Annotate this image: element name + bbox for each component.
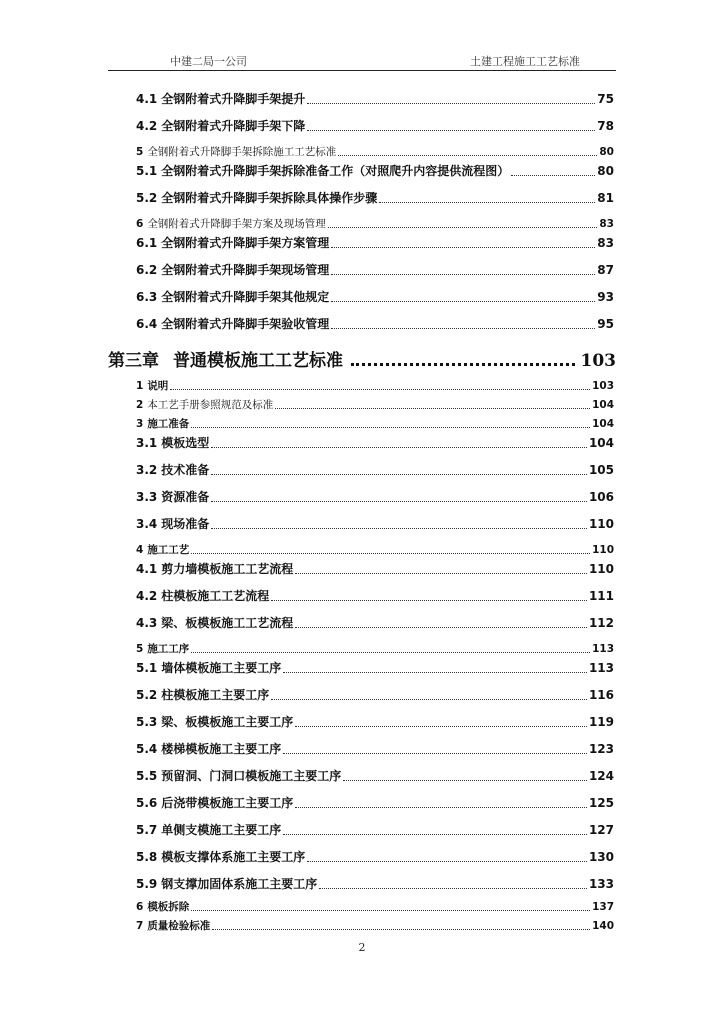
toc-entry-title: 模板支撑体系施工主要工序 xyxy=(161,850,306,864)
dot-leader xyxy=(343,780,587,781)
toc-entry[interactable] xyxy=(136,162,614,179)
toc-entry-title: 全钢附着式升降脚手架拆除具体操作步骤 xyxy=(161,191,378,205)
toc-entry-title: 资源准备 xyxy=(161,490,210,504)
toc-entry-number: 6.1 xyxy=(136,236,158,250)
toc-entry[interactable] xyxy=(136,397,614,412)
toc-entry-title: 现场准备 xyxy=(161,517,210,531)
toc-entry[interactable] xyxy=(136,875,614,892)
toc-entry-page: 87 xyxy=(597,263,614,277)
dot-leader xyxy=(191,910,590,911)
toc-entry[interactable] xyxy=(136,848,614,865)
toc-entry-page: 83 xyxy=(597,236,614,250)
toc-entry-number: 3.1 xyxy=(136,436,158,450)
toc-entry-title: 楼梯模板施工主要工序 xyxy=(161,742,282,756)
toc-entry-page: 140 xyxy=(592,920,614,932)
toc-entry[interactable] xyxy=(136,641,614,656)
dot-leader xyxy=(275,408,590,409)
toc-entry-page: 130 xyxy=(588,850,614,864)
dot-leader xyxy=(191,652,590,653)
toc-entry-title: 全钢附着式升降脚手架下降 xyxy=(161,119,306,133)
dot-leader xyxy=(379,202,595,203)
toc-entry-number: 5.1 xyxy=(136,164,158,178)
toc-entry[interactable] xyxy=(136,315,614,332)
dot-leader xyxy=(511,175,595,176)
toc-chapter-entry[interactable] xyxy=(108,346,616,371)
toc-entry-title: 钢支撑加固体系施工主要工序 xyxy=(161,877,318,891)
toc-entry[interactable] xyxy=(136,234,614,251)
toc-entry-number: 3.2 xyxy=(136,463,158,477)
toc-entry-page: 75 xyxy=(597,92,614,106)
toc-entry-number: 3 xyxy=(136,418,144,430)
toc-entry-number: 5.9 xyxy=(136,877,158,891)
toc-entry-title: 全钢附着式升降脚手架现场管理 xyxy=(161,263,330,277)
toc-entry-title: 预留洞、门洞口模板施工主要工序 xyxy=(161,769,342,783)
toc-entry-title: 施工工艺 xyxy=(147,544,190,556)
toc-entry[interactable] xyxy=(136,713,614,730)
toc-entry-title: 说明 xyxy=(147,380,169,392)
toc-entry[interactable] xyxy=(136,216,614,231)
dot-leader xyxy=(295,807,587,808)
dot-leader xyxy=(211,447,587,448)
toc-entry-title: 全钢附着式升降脚手架拆除施工工艺标准 xyxy=(147,146,337,158)
toc-entry-number: 4.3 xyxy=(136,616,158,630)
dot-leader xyxy=(283,672,587,673)
toc-entry-title: 后浇带模板施工主要工序 xyxy=(161,796,294,810)
toc-entry-page: 127 xyxy=(588,823,614,837)
toc-entry-page: 93 xyxy=(597,290,614,304)
toc-entry[interactable] xyxy=(136,189,614,206)
dot-leader xyxy=(191,553,590,554)
toc-entry[interactable] xyxy=(136,587,614,604)
toc-entry-page: 137 xyxy=(592,901,614,913)
chapter-number: 第三章 xyxy=(108,351,159,371)
toc-entry-title: 全钢附着式升降脚手架验收管理 xyxy=(161,317,330,331)
dot-leader xyxy=(283,753,587,754)
dot-leader xyxy=(271,699,587,700)
toc-entry-page: 110 xyxy=(588,517,614,531)
dot-leader xyxy=(338,155,597,156)
toc-entry[interactable] xyxy=(136,434,614,451)
toc-entry-title: 技术准备 xyxy=(161,463,210,477)
toc-entry-page: 78 xyxy=(597,119,614,133)
toc-entry[interactable] xyxy=(136,659,614,676)
toc-entry-number: 6 xyxy=(136,901,144,913)
toc-entry-page: 103 xyxy=(592,380,614,392)
toc-entry[interactable] xyxy=(136,90,614,107)
toc-entry-page: 81 xyxy=(597,191,614,205)
toc-entry-page: 106 xyxy=(588,490,614,504)
toc-entry-number: 5.7 xyxy=(136,823,158,837)
toc-entry-page: 116 xyxy=(588,688,614,702)
toc-entry-title: 施工工序 xyxy=(147,643,190,655)
toc-entry-page: 83 xyxy=(599,218,614,230)
dot-leader xyxy=(331,301,595,302)
toc-entry-page: 112 xyxy=(588,616,614,630)
toc-entry-page: 124 xyxy=(588,769,614,783)
toc-entry-number: 4 xyxy=(136,544,144,556)
chapter-page: 103 xyxy=(580,351,616,371)
toc-entry-title: 模板选型 xyxy=(161,436,210,450)
dot-leader xyxy=(295,573,587,574)
toc-entry[interactable] xyxy=(136,378,614,393)
toc-entry-page: 80 xyxy=(597,164,614,178)
toc-entry-title: 模板拆除 xyxy=(147,901,190,913)
toc-entry[interactable] xyxy=(136,918,614,933)
toc-entry-number: 7 xyxy=(136,920,144,932)
toc-entry-title: 全钢附着式升降脚手架方案及现场管理 xyxy=(147,218,326,230)
toc-entry[interactable] xyxy=(136,740,614,757)
dot-leader xyxy=(170,389,590,390)
dot-leader xyxy=(211,501,587,502)
toc-entry-number: 4.1 xyxy=(136,92,158,106)
dot-leader xyxy=(295,726,587,727)
toc-entry-number: 5 xyxy=(136,643,144,655)
dot-leader xyxy=(307,130,595,131)
toc-entry[interactable] xyxy=(136,899,614,914)
toc-entry-number: 5.1 xyxy=(136,661,158,675)
dot-leader xyxy=(271,600,587,601)
toc-entry-title: 全钢附着式升降脚手架提升 xyxy=(161,92,306,106)
toc-entry-title: 单侧支模施工主要工序 xyxy=(161,823,282,837)
toc-entry-number: 5.4 xyxy=(136,742,158,756)
toc-entry-page: 123 xyxy=(588,742,614,756)
toc-entry[interactable] xyxy=(136,117,614,134)
toc-entry-page: 110 xyxy=(588,562,614,576)
toc-entry-number: 5.2 xyxy=(136,191,158,205)
dot-leader xyxy=(211,474,587,475)
toc-entry-page: 104 xyxy=(592,418,614,430)
toc-entry-page: 110 xyxy=(592,544,614,556)
toc-entry[interactable] xyxy=(136,416,614,431)
toc-entry[interactable] xyxy=(136,614,614,631)
toc-entry[interactable] xyxy=(136,515,614,532)
toc-entry-page: 133 xyxy=(588,877,614,891)
toc-entry-title: 全钢附着式升降脚手架拆除准备工作（对照爬升内容提供流程图） xyxy=(161,164,510,178)
dot-leader xyxy=(191,427,590,428)
toc-entry-title: 梁、板模板施工主要工序 xyxy=(161,715,294,729)
toc-entry-number: 5.5 xyxy=(136,769,158,783)
toc-entry[interactable] xyxy=(136,821,614,838)
toc-entry-page: 95 xyxy=(597,317,614,331)
toc-entry-page: 125 xyxy=(588,796,614,810)
toc-entry-title: 施工准备 xyxy=(147,418,190,430)
toc-entry-title: 剪力墙模板施工工艺流程 xyxy=(161,562,294,576)
toc-entry-number: 5.6 xyxy=(136,796,158,810)
toc-entry-title: 梁、板模板施工工艺流程 xyxy=(161,616,294,630)
toc-entry[interactable] xyxy=(136,767,614,784)
toc-entry-page: 105 xyxy=(588,463,614,477)
toc-entry[interactable] xyxy=(136,560,614,577)
toc-entry-number: 4.2 xyxy=(136,119,158,133)
toc-entry-number: 5.2 xyxy=(136,688,158,702)
toc-entry-number: 6 xyxy=(136,218,144,230)
toc-entry[interactable] xyxy=(136,542,614,557)
toc-entry-title: 墙体模板施工主要工序 xyxy=(161,661,282,675)
toc-entry[interactable] xyxy=(136,288,614,305)
toc-entry-number: 5 xyxy=(136,146,144,158)
dot-leader xyxy=(328,227,598,228)
chapter-title: 普通模板施工工艺标准 xyxy=(173,351,343,371)
header-document-title: 土建工程施工工艺标准 xyxy=(470,55,580,68)
toc-entry[interactable] xyxy=(136,686,614,703)
toc-entry[interactable] xyxy=(136,144,614,159)
dot-leader xyxy=(295,627,587,628)
toc-entry-title: 全钢附着式升降脚手架方案管理 xyxy=(161,236,330,250)
dot-leader xyxy=(331,247,595,248)
toc-entry-title: 全钢附着式升降脚手架其他规定 xyxy=(161,290,330,304)
toc-entry-number: 5.3 xyxy=(136,715,158,729)
toc-entry-number: 6.2 xyxy=(136,263,158,277)
toc-entry-number: 6.3 xyxy=(136,290,158,304)
dot-leader xyxy=(307,861,587,862)
toc-entry[interactable] xyxy=(136,488,614,505)
toc-entry-title: 柱模板施工主要工序 xyxy=(161,688,270,702)
dot-leader xyxy=(283,834,587,835)
toc-entry-number: 4.1 xyxy=(136,562,158,576)
toc-entry-number: 1 xyxy=(136,380,144,392)
toc-entry-number: 3.3 xyxy=(136,490,158,504)
toc-entry-page: 119 xyxy=(588,715,614,729)
toc-entry[interactable] xyxy=(136,261,614,278)
page-number: 2 xyxy=(358,941,366,954)
toc-entry-page: 113 xyxy=(588,661,614,675)
dot-leader xyxy=(331,328,595,329)
toc-entry-number: 5.8 xyxy=(136,850,158,864)
header-company: 中建二局一公司 xyxy=(170,55,247,68)
toc-entry-title: 本工艺手册参照规范及标准 xyxy=(147,399,274,411)
toc-entry-number: 3.4 xyxy=(136,517,158,531)
dot-leader xyxy=(307,103,595,104)
dot-leader xyxy=(351,363,575,366)
toc-entry-page: 104 xyxy=(592,399,614,411)
toc-entry-page: 104 xyxy=(588,436,614,450)
dot-leader xyxy=(212,929,590,930)
toc-entry[interactable] xyxy=(136,461,614,478)
dot-leader xyxy=(319,888,587,889)
toc-entry[interactable] xyxy=(136,794,614,811)
toc-entry-page: 80 xyxy=(599,146,614,158)
toc-entry-page: 113 xyxy=(592,643,614,655)
toc-entry-title: 柱模板施工工艺流程 xyxy=(161,589,270,603)
toc-entry-title: 质量检验标准 xyxy=(147,920,211,932)
toc-entry-number: 2 xyxy=(136,399,144,411)
toc-entry-number: 6.4 xyxy=(136,317,158,331)
dot-leader xyxy=(331,274,595,275)
toc-entry-number: 4.2 xyxy=(136,589,158,603)
dot-leader xyxy=(211,528,587,529)
toc-entry-page: 111 xyxy=(588,589,614,603)
